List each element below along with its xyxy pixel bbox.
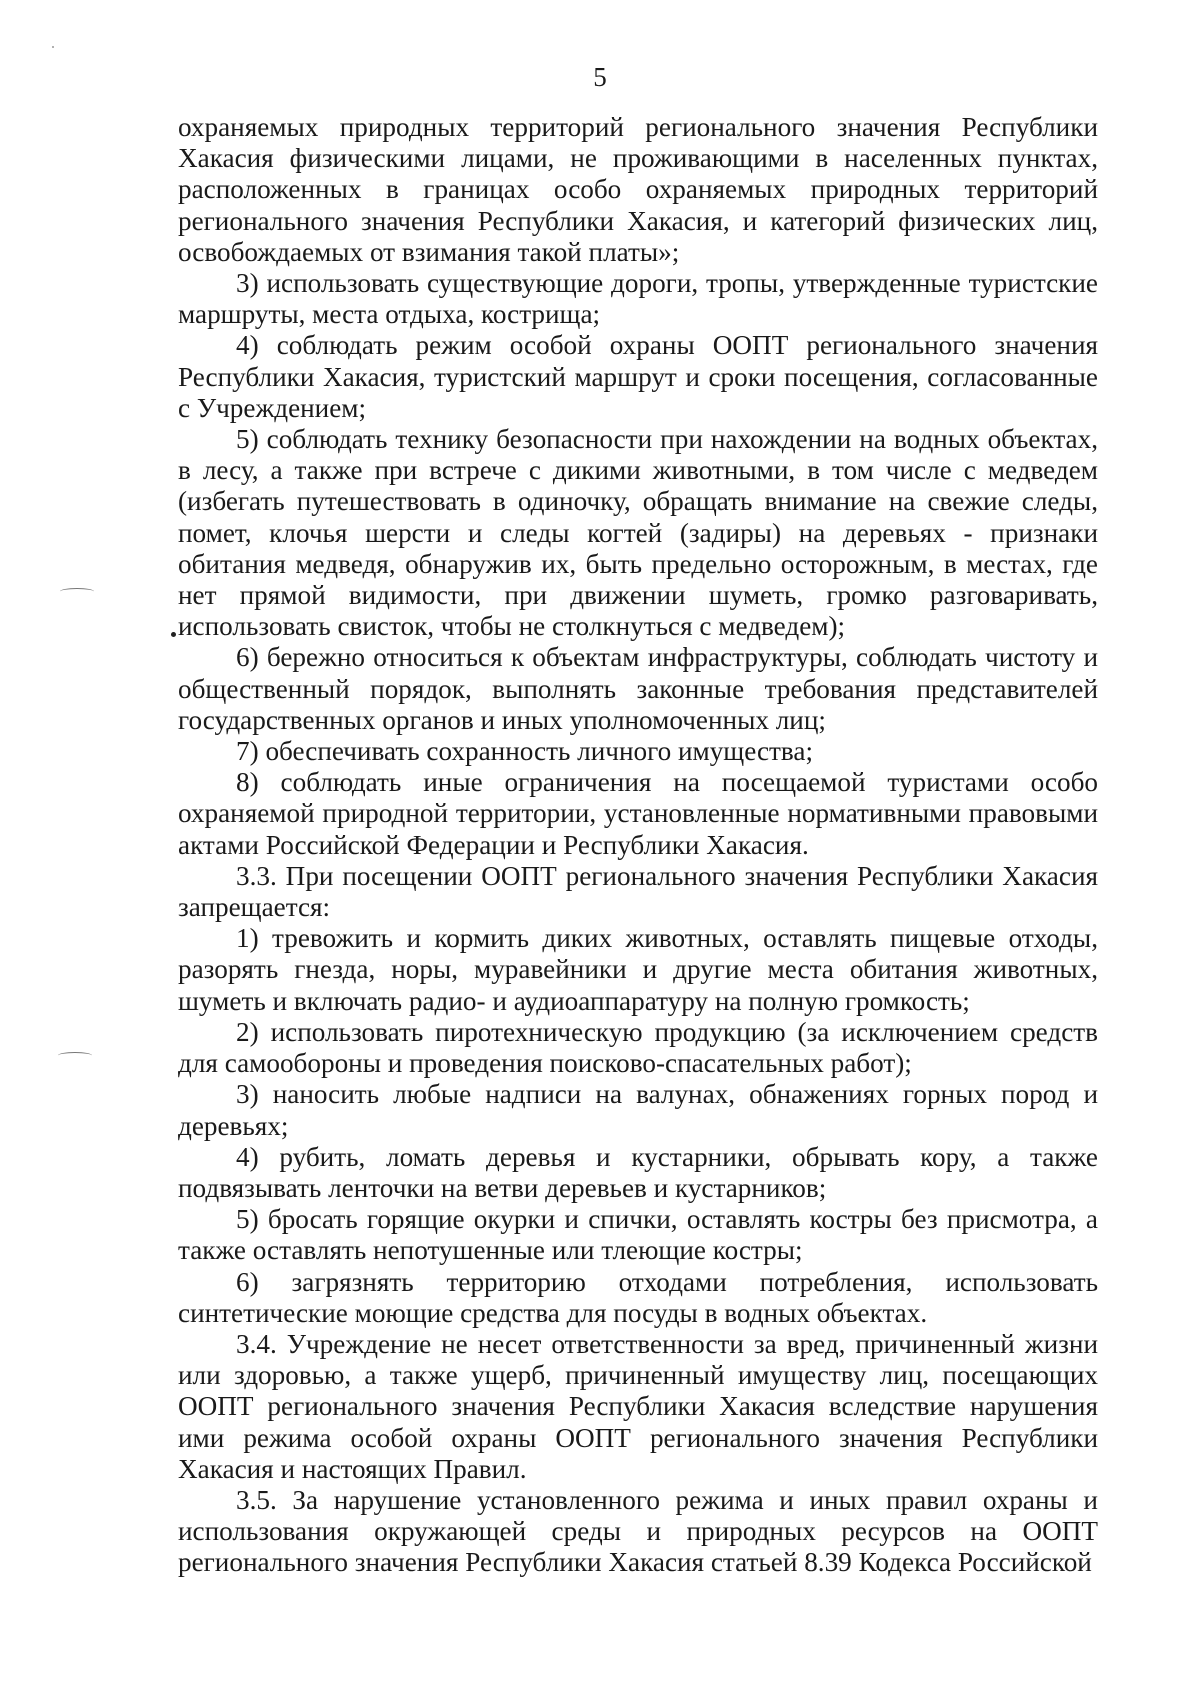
paragraph-section-3-5: 3.5. За нарушение установленного режима и иных правил охраны и использования окружающей среды и природных ресурсов на ООПТ регионального значения Республики Хакасия статьей 8.39 Кодекса Российской	[178, 1484, 1098, 1578]
paragraph-section-3-3: 3.3. При посещении ООПТ регионального значения Республики Хакасия запрещается:	[178, 860, 1098, 923]
paragraph-prohibition-6: 6) загрязнять территорию отходами потребления, использовать синтетические моющие средства для посуды в водных объектах.	[178, 1266, 1098, 1328]
scan-mark-upper	[60, 588, 94, 595]
paragraph-item-3: 3) использовать существующие дороги, тропы, утвержденные туристские маршруты, места отдыха, кострища;	[178, 268, 1098, 330]
paragraph-item-5: 5) соблюдать технику безопасности при нахождении на водных объектах, в лесу, а также при встрече с дикими животными, в том числе с медведем (избегать путешествовать в одиночку, обращать внимание на свежие следы, помет, клочья шерсти и следы когтей (задиры) на деревьях - признаки обитания медведя, обнаружив их, быть предельно осторожным, в местах, где нет прямой видимости, при движении шуметь, громко разговаривать, использовать свисток, чтобы не столкнуться с медведем);	[178, 424, 1098, 642]
scan-mark-lower	[58, 1052, 92, 1059]
paragraph-section-3-4: 3.4. Учреждение не несет ответственности за вред, причиненный жизни или здоровью, а также ущерб, причиненный имуществу лиц, посещающих ООПТ регионального значения Республики Хакасия вследствие нарушения ими режима особой охраны ООПТ регионального значения Республики Хакасия и настоящих Правил.	[178, 1328, 1098, 1484]
paragraph-item-8: 8) соблюдать иные ограничения на посещаемой туристами особо охраняемой природной территории, установленные нормативными правовыми актами Российской Федерации и Республики Хакасия.	[178, 767, 1098, 860]
paragraph-prohibition-1: 1) тревожить и кормить диких животных, оставлять пищевые отходы, разорять гнезда, норы, муравейники и другие места обитания животных, шуметь и включать радио- и аудиоаппаратуру на полную громкость;	[178, 923, 1098, 1016]
scan-speck	[52, 46, 54, 48]
paragraph-prohibition-3: 3) наносить любые надписи на валунах, обнажениях горных пород и деревьях;	[178, 1079, 1098, 1141]
paragraph-item-7: 7) обеспечивать сохранность личного имущества;	[236, 736, 814, 767]
document-body	[178, 112, 1098, 1579]
paragraph-prohibition-5: 5) бросать горящие окурки и спички, оставлять костры без присмотра, а также оставлять непотушенные или тлеющие костры;	[178, 1204, 1098, 1266]
scan-dot	[171, 632, 176, 637]
page-number: 5	[593, 62, 607, 92]
paragraph-item-4: 4) соблюдать режим особой охраны ООПТ регионального значения Республики Хакасия, туристский маршрут и сроки посещения, согласованные с Учреждением;	[178, 330, 1098, 423]
paragraph-prohibition-2: 2) использовать пиротехническую продукцию (за исключением средств для самообороны и проведения поисково-спасательных работ);	[178, 1016, 1098, 1079]
paragraph-item-6: 6) бережно относиться к объектам инфраструктуры, соблюдать чистоту и общественный порядок, выполнять законные требования представителей государственных органов и иных уполномоченных лиц;	[178, 642, 1098, 735]
paragraph-prohibition-4: 4) рубить, ломать деревья и кустарники, обрывать кору, а также подвязывать ленточки на ветви деревьев и кустарников;	[178, 1141, 1098, 1203]
paragraph-continuation: охраняемых природных территорий регионального значения Республики Хакасия физическими лицами, не проживающими в населенных пунктах, расположенных в границах особо охраняемых природных территорий регионального значения Республики Хакасия, и категорий физических лиц, освобождаемых от взимания такой платы»;	[178, 112, 1098, 267]
